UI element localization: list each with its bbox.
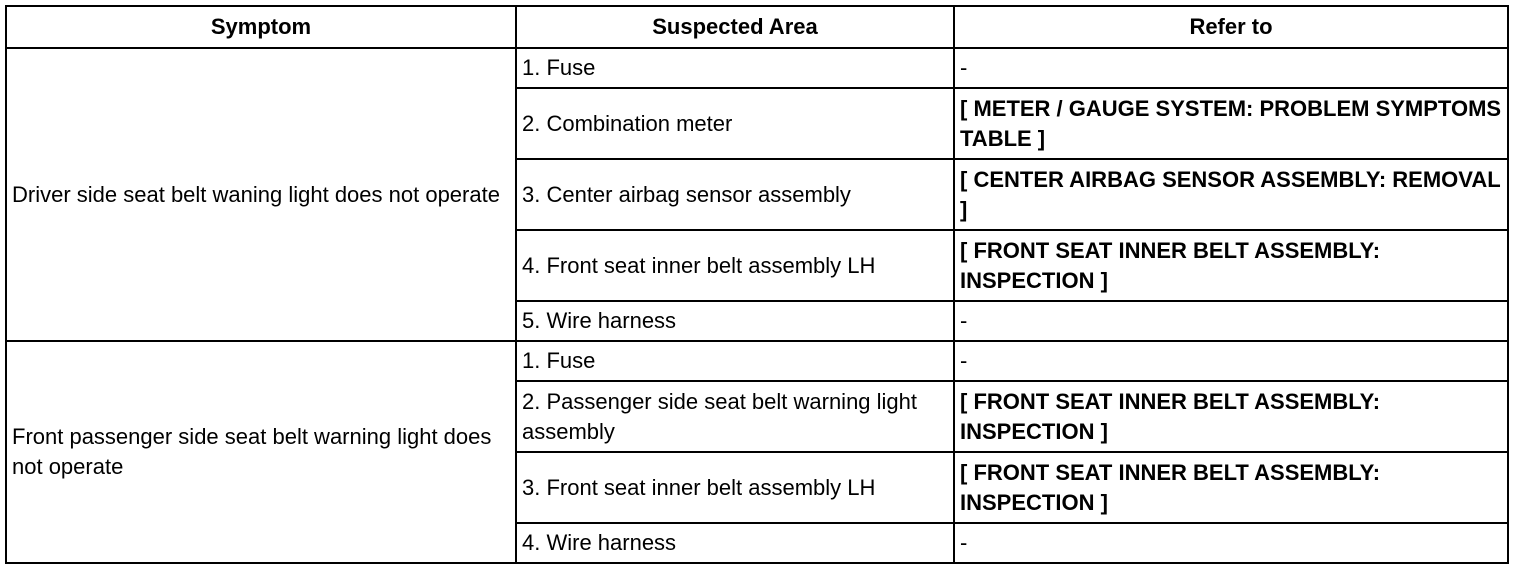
symptom-cell: Driver side seat belt waning light does not operate [6, 48, 516, 341]
refer-to-link[interactable]: [ CENTER AIRBAG SENSOR ASSEMBLY: REMOVAL ] [954, 159, 1508, 230]
refer-to-cell: - [954, 341, 1508, 381]
suspected-area-cell: 5. Wire harness [516, 301, 954, 341]
suspected-area-cell: 4. Wire harness [516, 523, 954, 563]
suspected-area-cell: 2. Passenger side seat belt warning light assembly [516, 381, 954, 452]
refer-to-link[interactable]: [ METER / GAUGE SYSTEM: PROBLEM SYMPTOMS TABLE ] [954, 88, 1508, 159]
header-refer-to: Refer to [954, 6, 1508, 48]
problem-symptoms-table [5, 5, 1509, 564]
refer-to-link[interactable]: [ FRONT SEAT INNER BELT ASSEMBLY: INSPECTION ] [954, 452, 1508, 523]
suspected-area-cell: 3. Front seat inner belt assembly LH [516, 452, 954, 523]
refer-to-cell: - [954, 301, 1508, 341]
suspected-area-cell: 2. Combination meter [516, 88, 954, 159]
header-row [6, 6, 1508, 48]
suspected-area-cell: 4. Front seat inner belt assembly LH [516, 230, 954, 301]
suspected-area-cell: 3. Center airbag sensor assembly [516, 159, 954, 230]
header-suspected-area: Suspected Area [516, 6, 954, 48]
refer-to-link[interactable]: [ FRONT SEAT INNER BELT ASSEMBLY: INSPECTION ] [954, 381, 1508, 452]
refer-to-cell: - [954, 48, 1508, 88]
table-row [6, 48, 1508, 88]
refer-to-link[interactable]: [ FRONT SEAT INNER BELT ASSEMBLY: INSPECTION ] [954, 230, 1508, 301]
symptom-cell: Front passenger side seat belt warning light does not operate [6, 341, 516, 563]
refer-to-cell: - [954, 523, 1508, 563]
header-symptom: Symptom [6, 6, 516, 48]
suspected-area-cell: 1. Fuse [516, 341, 954, 381]
table-row [6, 341, 1508, 381]
suspected-area-cell: 1. Fuse [516, 48, 954, 88]
